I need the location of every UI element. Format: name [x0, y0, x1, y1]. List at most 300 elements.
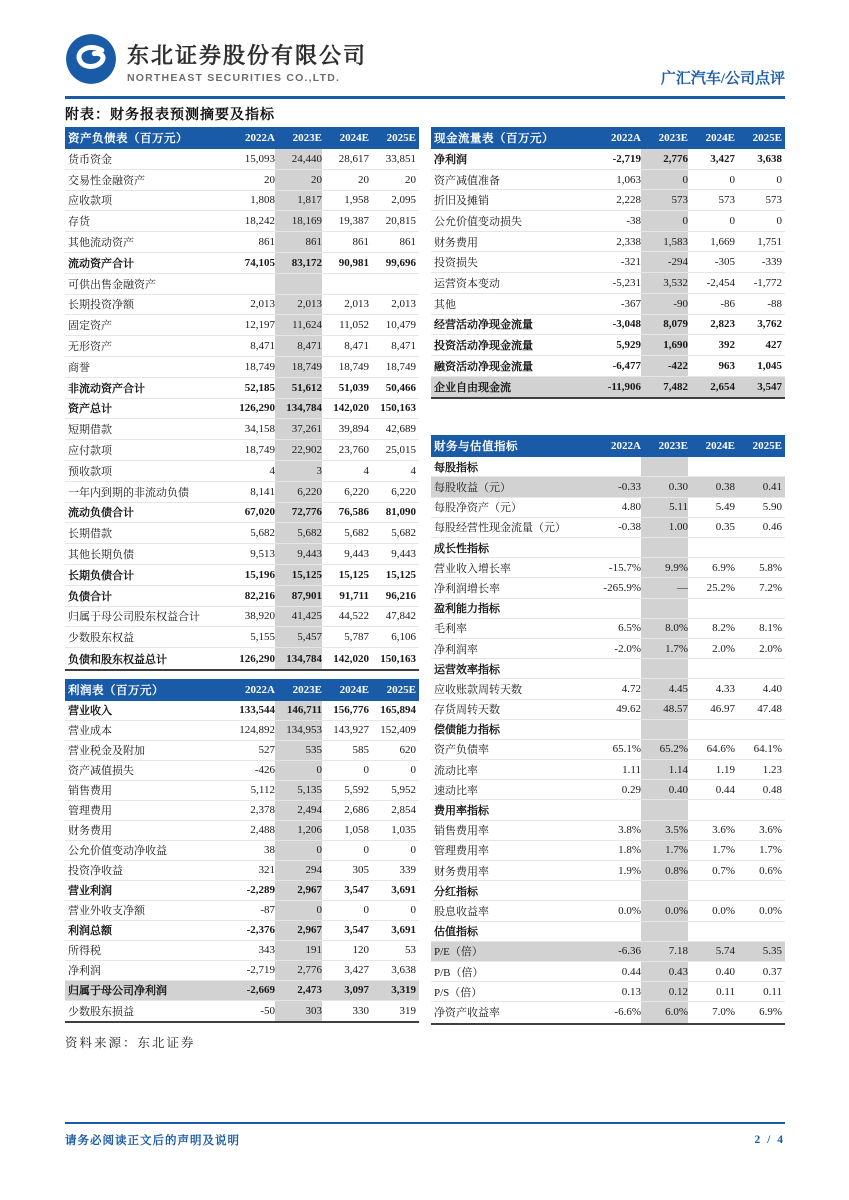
cell-value: 9,513 [250, 548, 275, 561]
cell-value: 143,927 [333, 724, 369, 737]
cell-value [735, 599, 782, 618]
section-row [431, 800, 785, 820]
cell-value: 0 [275, 901, 322, 920]
table-row [431, 377, 785, 398]
column-header: 2023E [658, 132, 688, 144]
column-header: 2023E [292, 683, 322, 696]
table-row [431, 700, 785, 720]
row-label: 应收款项 [68, 195, 112, 208]
column-header: 2024E [705, 440, 735, 453]
table-row [65, 211, 419, 232]
cell-value [688, 720, 735, 739]
cell-value: 343 [258, 944, 275, 957]
cell-value: 18,242 [244, 215, 275, 228]
income-statement-table [65, 679, 419, 1023]
cell-value: 5,592 [344, 784, 369, 797]
cell-value: 0 [363, 764, 369, 777]
row-label: 企业自由现金流 [434, 381, 511, 394]
cell-value: 1,669 [710, 235, 735, 248]
cell-value: 0 [275, 761, 322, 780]
table-row [65, 482, 419, 503]
cell-value: 0.46 [762, 521, 782, 534]
page-title: 附表：财务报表预测摘要及指标 [65, 108, 275, 123]
financial-metrics-table [431, 435, 785, 1024]
row-label: 资产总计 [68, 403, 112, 416]
table-row [65, 544, 419, 565]
cell-value: -265.9% [603, 581, 641, 594]
cell-value: 24,440 [275, 149, 322, 169]
table-row [65, 821, 419, 841]
cell-value: 1.19 [715, 763, 735, 776]
cell-value [735, 800, 782, 819]
cell-value: 18,749 [244, 360, 275, 373]
cell-value: 74,105 [244, 256, 275, 269]
row-label: 费用率指标 [434, 805, 489, 818]
cell-value: 41,425 [275, 607, 322, 627]
cell-value: 3,097 [344, 984, 369, 997]
cell-value: 4 [363, 464, 369, 477]
cell-value: 5,929 [616, 339, 641, 352]
cell-value: 1.14 [641, 760, 688, 779]
cell-value: 1,206 [275, 821, 322, 840]
cell-value: -6,477 [612, 359, 641, 372]
cell-value: 0.8% [641, 861, 688, 880]
table-row [431, 760, 785, 780]
cell-value: 294 [275, 861, 322, 880]
cell-value: 49.62 [616, 703, 641, 716]
cell-value: 1,958 [344, 194, 369, 207]
table-row [65, 503, 419, 524]
cell-value [594, 599, 641, 618]
table-row [65, 648, 419, 669]
cell-value: 0 [729, 173, 735, 186]
cell-value: 5.8% [759, 561, 782, 574]
cell-value: -3,048 [612, 318, 641, 331]
table-row [65, 941, 419, 961]
cell-value [594, 720, 641, 739]
column-header: 2024E [339, 683, 369, 696]
cell-value: 0.44 [715, 783, 735, 796]
row-label: 营业收入 [68, 705, 112, 718]
page-number: 2 / 4 [754, 1134, 785, 1146]
cell-value: 64.6% [706, 743, 735, 756]
column-header: 2022A [611, 440, 641, 453]
cell-value: 573 [641, 190, 688, 210]
cell-value [641, 922, 688, 941]
cell-value: 8,471 [344, 340, 369, 353]
cell-value: 10,479 [385, 319, 416, 332]
cell-value: 0.29 [621, 783, 641, 796]
table-title: 财务与估值指标 [434, 441, 518, 454]
cell-value: 2,776 [275, 961, 322, 980]
right-column [431, 127, 785, 1025]
cell-value: 3,319 [391, 984, 416, 997]
table-row [431, 518, 785, 538]
cell-value: 51,612 [275, 378, 322, 398]
cell-value: 305 [352, 864, 369, 877]
cell-value [641, 659, 688, 678]
row-label: 净资产收益率 [434, 1007, 500, 1020]
cell-value [594, 538, 641, 557]
table-row [431, 639, 785, 659]
cell-value [688, 457, 735, 476]
table-row [65, 232, 419, 253]
cell-value: 5.49 [715, 501, 735, 514]
row-label: 盈利能力指标 [434, 603, 500, 616]
cell-value: 0.38 [715, 481, 735, 494]
row-label: 其他 [434, 298, 456, 311]
cell-value: 20 [405, 173, 416, 186]
cell-value: 96,216 [385, 589, 416, 602]
cell-value: 0 [410, 844, 416, 857]
cell-value: 20 [275, 170, 322, 190]
cell-value: 585 [352, 744, 369, 757]
cell-value: 4 [269, 464, 275, 477]
table-row [431, 821, 785, 841]
cell-value [594, 881, 641, 900]
cell-value [735, 720, 782, 739]
cell-value [735, 659, 782, 678]
cell-value [228, 274, 275, 294]
cell-value: 963 [718, 359, 735, 372]
row-label: 估值指标 [434, 926, 478, 939]
cell-value: 0 [641, 211, 688, 231]
cell-value: 6.0% [641, 1002, 688, 1022]
cell-value: 1.9% [618, 864, 641, 877]
cell-value: 6,220 [275, 482, 322, 502]
cell-value: 3,532 [641, 273, 688, 293]
row-label: 经营活动净现金流量 [434, 319, 533, 332]
table-row [65, 921, 419, 941]
cell-value: 12,197 [244, 319, 275, 332]
cell-value: -294 [641, 252, 688, 272]
table-row [431, 273, 785, 294]
cell-value [688, 800, 735, 819]
cell-value: 64.1% [753, 743, 782, 756]
cell-value: 2,823 [710, 318, 735, 331]
cell-value: 8.0% [641, 619, 688, 638]
cell-value: 9,443 [344, 548, 369, 561]
cell-value: 5,112 [250, 784, 275, 797]
cell-value: 0.44 [621, 965, 641, 978]
cell-value: -2,719 [612, 152, 641, 165]
cell-value [322, 274, 369, 294]
cell-value: 0.11 [763, 985, 782, 998]
row-label: 投资活动净现金流量 [434, 340, 533, 353]
cell-value: -2,719 [246, 964, 275, 977]
cell-value: 7.2% [759, 581, 782, 594]
table-row [65, 586, 419, 607]
table-row [65, 701, 419, 721]
cell-value: 3,427 [344, 964, 369, 977]
row-label: 投资净收益 [68, 865, 123, 878]
cell-value: 2,473 [275, 981, 322, 1000]
cell-value: 134,953 [275, 721, 322, 740]
cell-value: 18,749 [244, 444, 275, 457]
cell-value [688, 922, 735, 941]
footer-disclaimer: 请务必阅读正文后的声明及说明 [65, 1135, 240, 1147]
table-row [431, 294, 785, 315]
cell-value: 2,494 [275, 801, 322, 820]
cell-value: 15,125 [338, 568, 369, 581]
cell-value: 0.40 [715, 965, 735, 978]
cell-value: 0.0% [759, 904, 782, 917]
page-header [65, 0, 785, 99]
table-row [431, 679, 785, 699]
cell-value: 5,135 [275, 781, 322, 800]
row-label: 分红指标 [434, 885, 478, 898]
table-row [65, 761, 419, 781]
table-row [431, 149, 785, 170]
cell-value: 150,163 [380, 402, 416, 415]
cell-value: 25.2% [706, 581, 735, 594]
cell-value: 18,169 [275, 211, 322, 231]
cell-value: 3,638 [757, 152, 782, 165]
cell-value: -38 [626, 214, 641, 227]
cell-value: -88 [767, 297, 782, 310]
cell-value: -2,289 [246, 884, 275, 897]
cell-value: 0.0% [712, 904, 735, 917]
cell-value: 0.30 [641, 477, 688, 496]
cell-value [641, 599, 688, 618]
table-header [65, 127, 419, 149]
cell-value: 3,638 [391, 964, 416, 977]
cell-value: 52,185 [244, 381, 275, 394]
row-label: 折旧及摊销 [434, 195, 489, 208]
table-row [431, 841, 785, 861]
cell-value: 133,544 [239, 704, 275, 717]
cell-value: 1.8% [618, 844, 641, 857]
cell-value: 0.41 [762, 481, 782, 494]
cell-value: -321 [620, 256, 641, 269]
table-row [431, 982, 785, 1002]
row-label: 流动负债合计 [68, 507, 134, 520]
cell-value: -5,231 [612, 276, 641, 289]
cell-value: 3.6% [712, 824, 735, 837]
row-label: 每股收益（元） [434, 482, 511, 495]
cell-value: -2.0% [614, 642, 641, 655]
cell-value: 0 [641, 170, 688, 190]
cell-value: — [641, 578, 688, 597]
cell-value: 3,547 [344, 884, 369, 897]
cell-value: 573 [718, 194, 735, 207]
row-label: 融资活动净现金流量 [434, 360, 533, 373]
cell-value: 126,290 [239, 402, 275, 415]
cell-value: 330 [352, 1004, 369, 1017]
section-row [431, 720, 785, 740]
cell-value: 2.0% [712, 642, 735, 655]
row-label: 运营效率指标 [434, 663, 500, 676]
cell-value: 0 [363, 904, 369, 917]
cell-value: 3.6% [759, 824, 782, 837]
table-header [65, 679, 419, 701]
column-header: 2024E [339, 132, 369, 144]
table-row [65, 801, 419, 821]
cell-value: 3,547 [757, 380, 782, 393]
cell-value: 1.11 [622, 763, 641, 776]
row-label: 应收账款周转天数 [434, 683, 522, 696]
cell-value: -2,454 [706, 276, 735, 289]
row-label: 利润总额 [68, 925, 112, 938]
table-row [65, 399, 419, 420]
cell-value: -1,772 [753, 276, 782, 289]
cell-value: 861 [275, 232, 322, 252]
cell-value: 3 [275, 461, 322, 481]
row-label: 商誉 [68, 361, 90, 374]
cell-value: 19,387 [338, 215, 369, 228]
cell-value: 4.72 [621, 682, 641, 695]
cell-value: 5,787 [344, 631, 369, 644]
cell-value: 0 [776, 214, 782, 227]
row-label: 营业收入增长率 [434, 562, 511, 575]
cell-value [735, 881, 782, 900]
cell-value: -15.7% [608, 561, 641, 574]
table-row [65, 901, 419, 921]
table-row [431, 861, 785, 881]
cell-value: 1.7% [641, 841, 688, 860]
cell-value: 6,220 [391, 485, 416, 498]
cell-value: 37,261 [275, 419, 322, 439]
cell-value: 1,035 [391, 824, 416, 837]
table-header [431, 435, 785, 457]
cell-value [688, 659, 735, 678]
table-columns [65, 127, 785, 1051]
cell-value: 3,547 [344, 924, 369, 937]
column-header: 2022A [245, 132, 275, 144]
cell-value: 5,682 [250, 527, 275, 540]
cell-value: 8,471 [250, 340, 275, 353]
cell-value: 72,776 [275, 503, 322, 523]
cell-value: 11,052 [339, 319, 369, 332]
company-name-cn: 东北证券股份有限公司 [127, 43, 368, 68]
cell-value: 18,749 [338, 360, 369, 373]
cell-value: -50 [260, 1004, 275, 1017]
cell-value: 120 [352, 944, 369, 957]
row-label: 营业利润 [68, 885, 112, 898]
cell-value: 0.0% [618, 904, 641, 917]
table-row [65, 781, 419, 801]
cell-value: 0.35 [715, 521, 735, 534]
cell-value: 83,172 [275, 253, 322, 273]
table-row [65, 841, 419, 861]
table-row [65, 253, 419, 274]
row-label: 应付款项 [68, 445, 112, 458]
cell-value: 6,220 [344, 485, 369, 498]
row-label: 财务费用 [68, 825, 112, 838]
table-row [431, 190, 785, 211]
cell-value: 90,981 [338, 256, 369, 269]
cell-value: 0 [410, 904, 416, 917]
row-label: 销售费用率 [434, 825, 489, 838]
table-row [65, 881, 419, 901]
cell-value [594, 659, 641, 678]
row-label: 少数股东权益 [68, 632, 134, 645]
row-label: 少数股东损益 [68, 1005, 134, 1018]
cell-value: 126,290 [239, 652, 275, 665]
cell-value: 5,682 [391, 527, 416, 540]
table-row [431, 901, 785, 921]
cell-value: 4.80 [621, 501, 641, 514]
cell-value: 1.00 [641, 518, 688, 537]
row-label: 一年内到期的非流动负债 [68, 486, 189, 499]
source-note: 资料来源：东北证券 [65, 1035, 196, 1050]
table-row [431, 315, 785, 336]
cell-value: 5,457 [275, 627, 322, 647]
table-row [431, 498, 785, 518]
cell-value: 1,063 [616, 173, 641, 186]
row-label: 资产负债率 [434, 744, 489, 757]
cell-value: 28,617 [338, 152, 369, 165]
table-title: 现金流量表（百万元） [434, 133, 554, 145]
cell-value: 191 [275, 941, 322, 960]
cell-value [735, 457, 782, 476]
cell-value: 20,815 [385, 215, 416, 228]
page-footer [65, 1122, 785, 1148]
column-header: 2023E [292, 132, 322, 144]
cell-value: 0.40 [641, 780, 688, 799]
row-label: 净利润 [68, 965, 101, 978]
report-label: 广汇汽车/公司点评 [660, 71, 785, 87]
cell-value: 0.37 [762, 965, 782, 978]
cell-value: 5.11 [641, 498, 688, 517]
row-label: 其他长期负债 [68, 549, 134, 562]
cell-value: 53 [405, 944, 416, 957]
table-row [431, 232, 785, 253]
cell-value: 620 [399, 744, 416, 757]
cell-value: 5.35 [762, 945, 782, 958]
cell-value: 0.11 [716, 985, 735, 998]
table-row [65, 565, 419, 586]
cell-value: 8.2% [712, 622, 735, 635]
left-column [65, 127, 419, 1051]
cell-value: 5,952 [391, 784, 416, 797]
cell-value: 47,842 [385, 610, 416, 623]
section-row [431, 599, 785, 619]
table-title: 利润表（百万元） [68, 684, 164, 697]
cell-value: 4.40 [762, 682, 782, 695]
cell-value [641, 881, 688, 900]
table-row [65, 149, 419, 170]
cell-value: 2,338 [616, 235, 641, 248]
column-header: 2022A [611, 132, 641, 144]
cell-value: 1.7% [641, 639, 688, 658]
row-label: 固定资产 [68, 320, 112, 333]
column-header: 2023E [658, 440, 688, 453]
cell-value: 0.43 [641, 962, 688, 981]
column-header: 2025E [386, 683, 416, 696]
table-title: 资产负债表（百万元） [68, 133, 188, 145]
cash-flow-table [431, 127, 785, 399]
cell-value: 67,020 [244, 506, 275, 519]
cell-value: 65.1% [612, 743, 641, 756]
cell-value: -305 [714, 256, 735, 269]
cell-value: 91,711 [339, 589, 369, 602]
table-row [65, 721, 419, 741]
cell-value: 8,471 [275, 336, 322, 356]
row-label: 营业外收支净额 [68, 905, 145, 918]
cell-value: 1,045 [757, 359, 782, 372]
cell-value: 23,760 [338, 444, 369, 457]
cell-value [369, 274, 416, 294]
cell-value: 5.74 [715, 945, 735, 958]
table-row [431, 170, 785, 191]
table-row [65, 378, 419, 399]
cell-value: 2,378 [250, 804, 275, 817]
cell-value: 46.97 [710, 703, 735, 716]
cell-value: 82,216 [244, 589, 275, 602]
table-row [65, 607, 419, 628]
row-label: 资产减值损失 [68, 765, 134, 778]
